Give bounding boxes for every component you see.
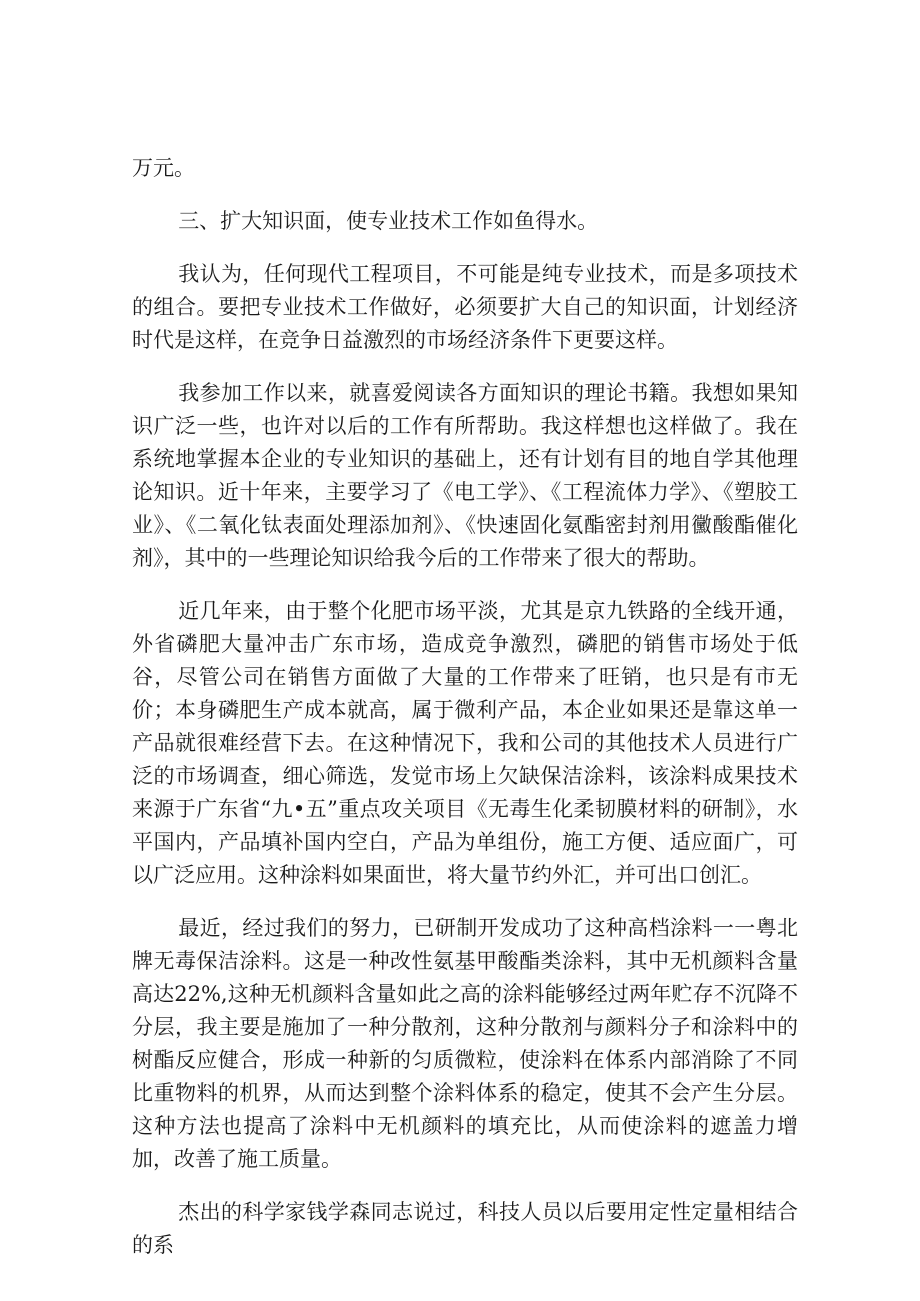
paragraph: 近几年来，由于整个化肥市场平淡，尤其是京九铁路的全线开通，外省磷肥大量冲击广东市场，造成竞争激烈，磷肥的销售市场处于低谷，尽管公司在销售方面做了大量的工作带来了旺销，也只是有市无价；本身磷肥生产成本就高，属于微利产品，本企业如果还是靠这单一产品就很难经营下去。在这种情况下，我和公司的其他技术人员进行广泛的市场调查，细心筛选，发觉市场上欠缺保洁涂料，该涂料成果技术来源于广东省“九•五”重点攻关项目《无毒生化柔韧膜材料的研制》，水平国内，产品填补国内空白，产品为单组份，施工方便、适应面广，可以广泛应用。这种涂料如果面世，将大量节约外汇，并可出口创汇。 bbox=[132, 599, 798, 887]
paragraph: 我参加工作以来，就喜爱阅读各方面知识的理论书籍。我想如果知识广泛一些，也许对以后的工作有所帮助。我这样想也这样做了。我在系统地掌握本企业的专业知识的基础上，还有计划有目的地自学其他理论知识。近十年来，主要学习了《电工学》、《工程流体力学》、《塑胶工业》、《二氧化钛表面处理添加剂》、《快速固化氨酯密封剂用黴酸酯催化剂》，其中的一些理论知识给我今后的工作带来了很大的帮助。 bbox=[132, 381, 798, 570]
paragraph: 最近，经过我们的努力，已研制开发成功了这种高档涂料一一粤北牌无毒保洁涂料。这是一种改性氨基甲酸酯类涂料，其中无机颜料含量高达22%,这种无机颜料含量如此之高的涂料能够经过两年贮存不沉降不分层，我主要是施加了一种分散剂，这种分散剂与颜料分子和涂料中的树酯反应健合，形成一种新的匀质微粒，使涂料在体系内部消除了不同比重物料的机界，从而达到整个涂料体系的稳定，使其不会产生分层。这种方法也提高了涂料中无机颜料的填充比，从而使涂料的遮盖力增加，改善了施工质量。 bbox=[132, 916, 798, 1171]
document-body bbox=[132, 152, 798, 1282]
paragraph: 我认为，任何现代工程项目，不可能是纯专业技术，而是多项技术的组合。要把专业技术工作做好，必须要扩大自己的知识面，计划经济时代是这样，在竞争日益激烈的市场经济条件下更要这样。 bbox=[132, 262, 798, 352]
section-heading: 三、扩大知识面，使专业技术工作如鱼得水。 bbox=[178, 209, 599, 233]
paragraph: 杰出的科学家钱学森同志说过，科技人员以后要用定性定量相结合的系 bbox=[132, 1200, 798, 1257]
paragraph-continuation: 万元。 bbox=[132, 156, 195, 180]
